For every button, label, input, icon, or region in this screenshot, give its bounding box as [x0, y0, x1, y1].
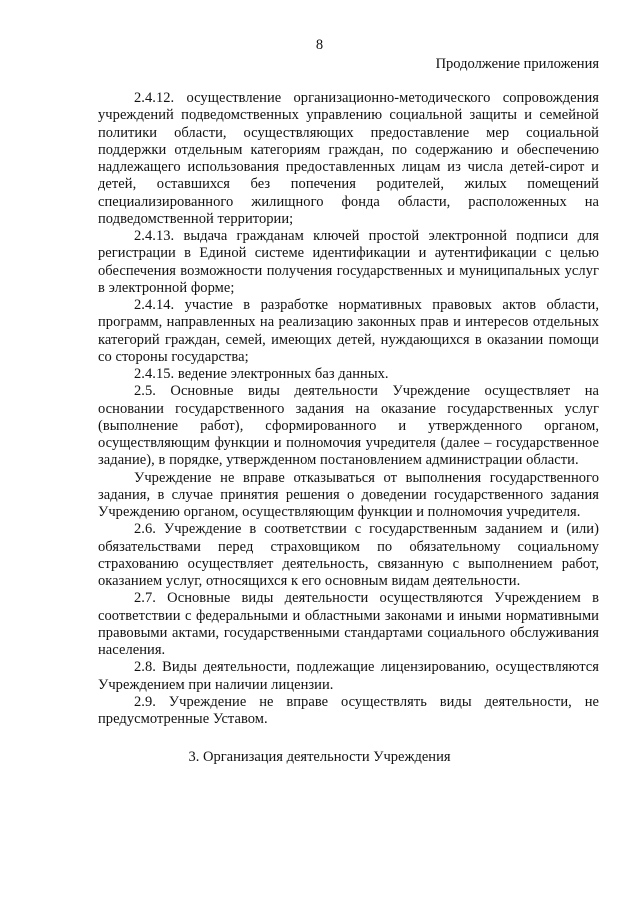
paragraph-2-8: 2.8. Виды деятельности, подлежащие лицензированию, осуществляются Учреждением при наличии лицензии. [98, 659, 599, 693]
paragraph-2-4-12: 2.4.12. осуществление организационно-методического сопровождения учреждений подведомственных управлению социальной защиты и семейной политики области, осуществляющих предоставление мер социальной поддержки отдельным категориям граждан, по содержанию и обеспечению надлежащего использования предоставленных лицам из числа детей-сирот и детей, оставшихся без попечения родителей, жилых помещений специализированного жилищного фонда области, расположенных на подведомственной территории; [98, 90, 599, 227]
paragraph-2-9: 2.9. Учреждение не вправе осуществлять виды деятельности, не предусмотренные Уставом. [98, 693, 599, 727]
page-number: 8 [315, 37, 324, 53]
section-heading: 3. Организация деятельности Учреждения [188, 749, 451, 765]
continuation-note: Продолжение приложения [435, 56, 599, 72]
paragraph-2-6: 2.6. Учреждение в соответствии с государственным заданием и (или) обязательствами перед страховщиком по обязательному социальному страхованию осуществляет деятельность, связанную с выполнением работ, оказанием услуг, относящихся к его основным видам деятельности. [98, 521, 599, 589]
paragraph-2-4-13: 2.4.13. выдача гражданам ключей простой электронной подписи для регистрации в Единой системе идентификации и аутентификации с целью обеспечения возможности получения государственных и муниципальных услуг в электронной форме; [98, 228, 599, 296]
paragraph-2-5-cont: Учреждение не вправе отказываться от выполнения государственного задания, в случае принятия решения о доведении государственного задания Учреждению органом, осуществляющим функции и полномочия учредителя. [98, 469, 599, 520]
paragraph-2-7: 2.7. Основные виды деятельности осуществляются Учреждением в соответствии с федеральными и областными законами и иными нормативными правовыми актами, государственными стандартами социального обслуживания населения. [98, 590, 599, 658]
paragraph-2-4-15: 2.4.15. ведение электронных баз данных. [134, 366, 389, 382]
document-body [98, 90, 599, 728]
paragraph-2-4-14: 2.4.14. участие в разработке нормативных правовых актов области, программ, направленных на реализацию законных прав и интересов отдельных категорий граждан, семей, имеющих детей, нуждающихся в оказании помощи со стороны государства; [98, 297, 599, 365]
paragraph-2-5: 2.5. Основные виды деятельности Учреждение осуществляет на основании государственного задания на оказание государственных услуг (выполнение работ), сформированного и утвержденного органом, осуществляющим функции и полномочия учредителя (далее – государственное задание), в порядке, утвержденном постановлением администрации области. [98, 383, 599, 469]
